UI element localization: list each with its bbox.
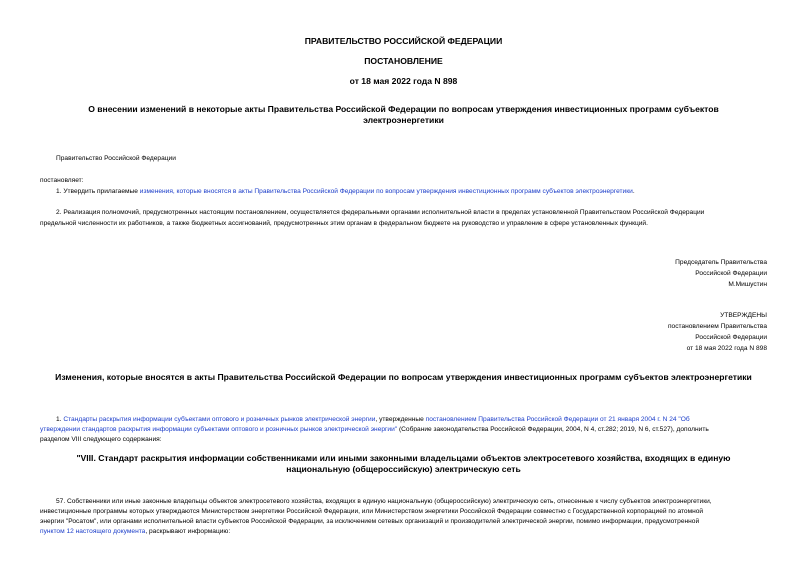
- document-title-line2: электроэнергетики: [363, 115, 444, 125]
- document-title-line1: О внесении изменений в некоторые акты Правительства Российской Федерации по вопросам утверждения инвестиционных программ субъектов: [88, 104, 719, 114]
- signature-block: [675, 257, 767, 290]
- change-1-standards-link[interactable]: Стандарты раскрытия информации субъектами оптового и розничных рынков электрической энергии: [63, 416, 376, 423]
- change-1-mid1: , утвержденные: [375, 416, 426, 423]
- preamble-decree: постановляет:: [40, 177, 84, 184]
- approval-line4: от 18 мая 2022 года N 898: [686, 345, 767, 352]
- change-1-line3: разделом VIII следующего содержания:: [40, 436, 162, 443]
- item-2-line2: предельной численности их работников, а также бюджетных ассигнований, предусмотренных этим органам в федеральном бюджете на руководство и управление в сфере установленных функций.: [40, 220, 648, 227]
- document-title: [0, 104, 807, 126]
- signature-name: М.Мишустин: [728, 281, 767, 288]
- document-date-number: от 18 мая 2022 года N 898: [349, 76, 458, 86]
- clause-57-line3: энергии "Росатом", или органами исполнительной власти субъектов Российской Федерации, за исключением сетевых организаций и производителей электрической энергии, помимо информации, предусмотренной: [40, 518, 700, 525]
- government-name: ПРАВИТЕЛЬСТВО РОССИЙСКОЙ ФЕДЕРАЦИИ: [304, 36, 503, 46]
- signature-line2: Российской Федерации: [695, 270, 767, 277]
- clause-57-line2: инвестиционные программы которых утверждаются Министерством энергетики Российской Федерации, или Министерством энергетики Российской Федерации совместно с Государственной корпорацией по атомной: [40, 508, 704, 515]
- section-viii-title-line2: национальную (общероссийскую) электрическую сеть: [286, 464, 521, 474]
- approval-line1: УТВЕРЖДЕНЫ: [720, 312, 767, 319]
- change-1-decree-link-cont[interactable]: утверждении стандартов раскрытия информации субъектами оптового и розничных рынков электрической энергии": [40, 426, 398, 433]
- change-1-prefix: 1.: [56, 416, 64, 423]
- clause-57-line4-suffix: , раскрывают информацию:: [145, 528, 231, 535]
- approval-line3: Российской Федерации: [695, 334, 767, 341]
- section-viii-title-line1: "VIII. Стандарт раскрытия информации собственниками или иными законными владельцами объектов электросетевого хозяйства, входящих в единую: [76, 453, 731, 463]
- clause-57-line4: [40, 526, 230, 537]
- approval-line2: постановлением Правительства: [667, 323, 767, 330]
- document-type: ПОСТАНОВЛЕНИЕ: [364, 56, 443, 66]
- changes-title: Изменения, которые вносятся в акты Правительства Российской Федерации по вопросам утверждения инвестиционных программ субъектов электроэнергетики: [55, 372, 752, 382]
- item-1-link[interactable]: изменения, которые вносятся в акты Правительства Российской Федерации по вопросам утверждения инвестиционных программ субъектов электроэнергетики: [139, 188, 633, 195]
- item-2-line1: 2. Реализация полномочий, предусмотренных настоящим постановлением, осуществляется федеральными органами исполнительной власти в пределах установленной Правительством Российской Федерации: [56, 209, 705, 216]
- approval-block: [668, 310, 767, 354]
- item-1: [56, 186, 635, 197]
- item-1-prefix: 1. Утвердить прилагаемые: [56, 188, 140, 195]
- preamble-subject: Правительство Российской Федерации: [56, 155, 176, 162]
- clause-57-line1: 57. Собственники или иные законные владельцы объектов электросетевого хозяйства, входящих в единую национальную (общероссийскую) электрическую сеть, отнесенные к числу субъектов электроэнергетики,: [56, 498, 712, 505]
- change-1-decree-link[interactable]: постановлением Правительства Российской Федерации от 21 января 2004 г. N 24 "Об: [425, 416, 690, 423]
- change-1-mid2: (Собрание законодательства Российской Федерации, 2004, N 4, ст.282; 2019, N 6, ст.527), дополнить: [397, 426, 709, 433]
- clause-57-link[interactable]: пунктом 12 настоящего документа: [40, 528, 146, 535]
- item-1-suffix: .: [632, 188, 635, 195]
- signature-line1: Председатель Правительства: [675, 259, 767, 266]
- section-viii-title: [0, 453, 807, 475]
